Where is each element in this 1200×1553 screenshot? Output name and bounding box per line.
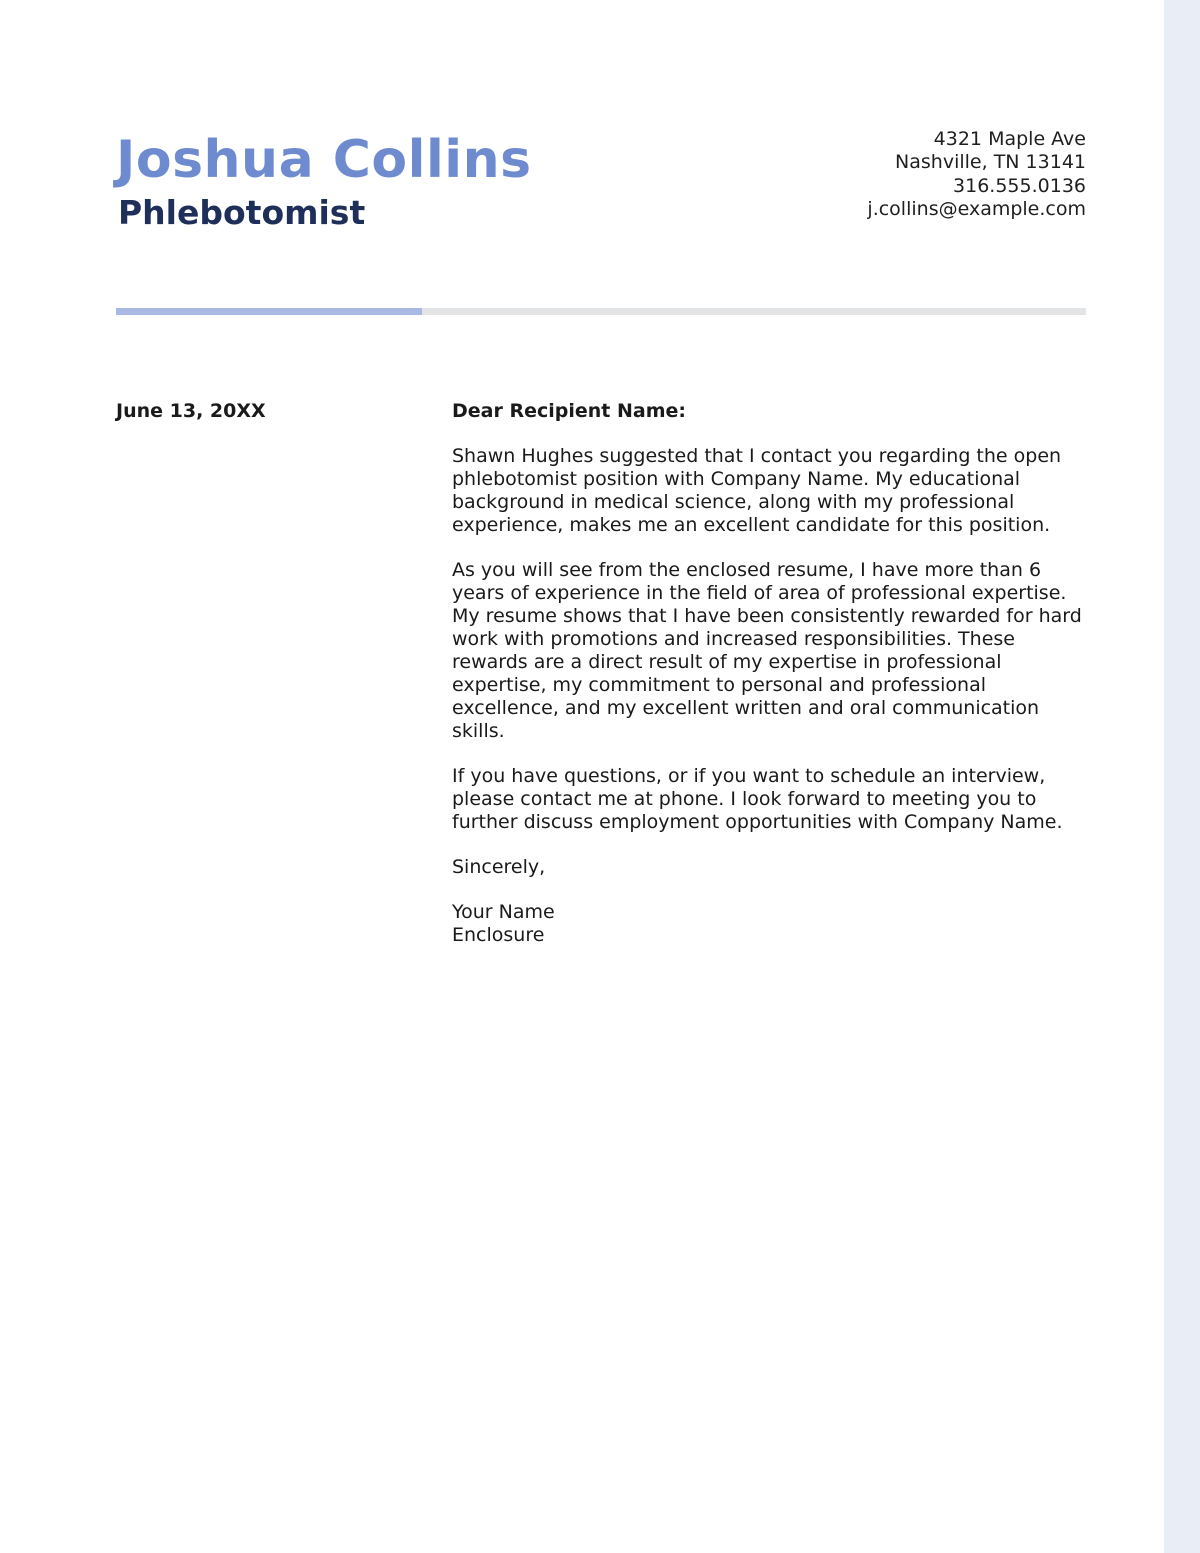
letter-enclosure: Enclosure (452, 924, 545, 946)
contact-address: 4321 Maple Ave (933, 128, 1086, 150)
applicant-name: Joshua Collins (116, 130, 532, 190)
letter-signature: Your Name (452, 901, 555, 923)
letter-salutation: Dear Recipient Name: (452, 400, 686, 422)
header-divider (116, 308, 1086, 315)
letter-paragraph-2: As you will see from the enclosed resume, I have more than 6 years of experience in the field of area of professional expertise. My resume shows that I have been consistently rewarded for hard work with promotions and increased responsibilities. These rewards are a direct result of my expertise in professional expertise, my commitment to personal and professional excellence, and my excellent written and oral communication skills. (452, 559, 1082, 742)
letter-body (452, 399, 1092, 969)
contact-phone: 316.555.0136 (953, 174, 1086, 197)
contact-email: j.collins@example.com (867, 197, 1086, 220)
contact-city: Nashville, TN 13141 (895, 151, 1086, 174)
applicant-job-title: Phlebotomist (118, 193, 366, 232)
header-divider-accent (116, 308, 422, 315)
letter-paragraph-3: If you have questions, or if you want to schedule an interview, please contact me at phone. I look forward to meeting you to further discuss employment opportunities with Company Name. (452, 765, 1063, 833)
letter-date: June 13, 20XX (116, 400, 266, 422)
letter-signature-block (452, 901, 1092, 947)
page-side-strip (1164, 0, 1200, 1553)
letter-paragraph-1: Shawn Hughes suggested that I contact you regarding the open phlebotomist position with Company Name. My educational background in medical science, along with my professional experience, makes me an excellent candidate for this position. (452, 445, 1062, 536)
letter-closing: Sincerely, (452, 856, 546, 878)
contact-block (867, 128, 1086, 221)
